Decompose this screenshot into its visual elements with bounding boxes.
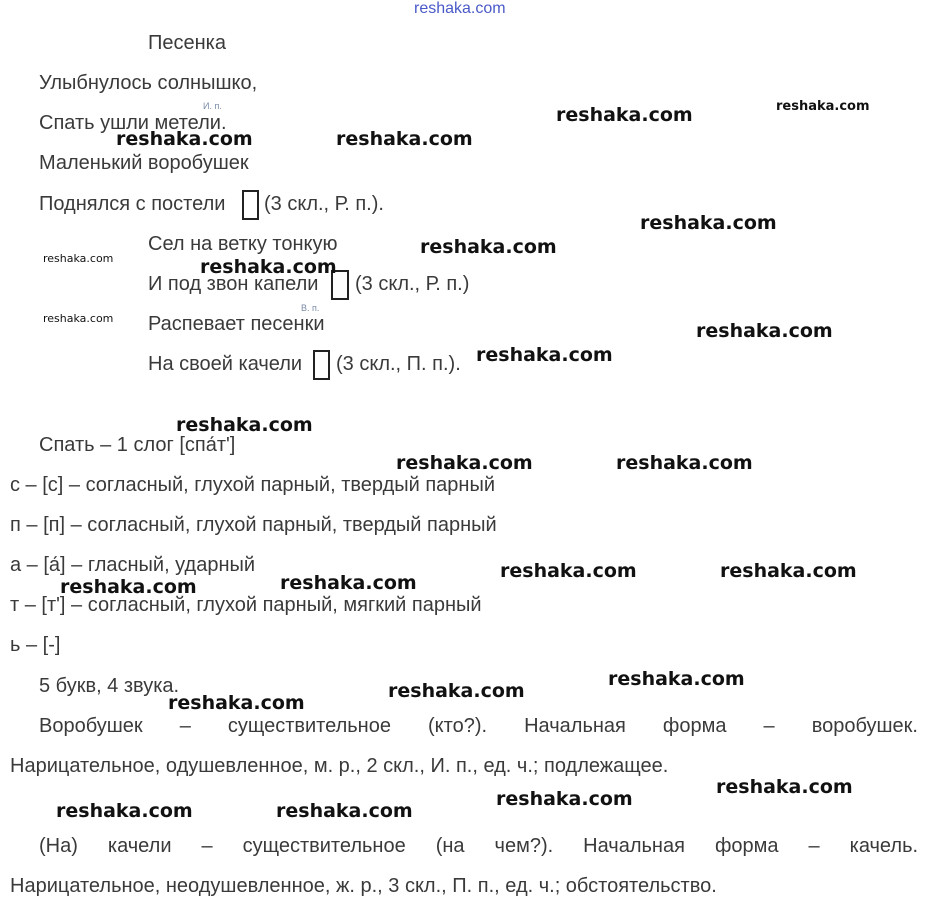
poem-line: Спать ушли метели. bbox=[39, 112, 227, 134]
letter-line: т – [т'] – согласный, глухой парный, мягкий парный bbox=[10, 594, 482, 616]
watermark: reshaka.com bbox=[476, 344, 613, 366]
word: существительное bbox=[227, 715, 391, 737]
case-mark: В. п. bbox=[301, 303, 320, 313]
case-mark: И. п. bbox=[203, 101, 222, 111]
word: существительное bbox=[242, 835, 406, 857]
watermark: reshaka.com bbox=[500, 560, 637, 582]
word: (на bbox=[435, 835, 465, 857]
word: форма bbox=[662, 715, 727, 737]
word: – bbox=[179, 715, 191, 737]
word: качели bbox=[107, 835, 172, 857]
word: Начальная bbox=[524, 715, 626, 737]
watermark: reshaka.com bbox=[43, 252, 114, 265]
watermark: reshaka.com bbox=[56, 800, 193, 822]
word: – bbox=[201, 835, 213, 857]
poem-title: Песенка bbox=[148, 32, 226, 54]
case-note: (3 скл., Р. п.) bbox=[355, 273, 470, 295]
watermark: reshaka.com bbox=[420, 236, 557, 258]
watermark: reshaka.com bbox=[776, 99, 870, 114]
watermark: reshaka.com bbox=[276, 800, 413, 822]
morph-paragraph-1-line-2: Нарицательное, одушевленное, м. р., 2 скл., И. п., ед. ч.; подлежащее. bbox=[10, 755, 669, 777]
watermark: reshaka.com bbox=[496, 788, 633, 810]
watermark: reshaka.com bbox=[720, 560, 857, 582]
letter-line: п – [п] – согласный, глухой парный, твердый парный bbox=[10, 514, 497, 536]
poem-line: И под звон капели bbox=[148, 273, 319, 295]
watermark: reshaka.com bbox=[168, 692, 305, 714]
word: – bbox=[763, 715, 775, 737]
case-note: (3 скл., Р. п.). bbox=[264, 193, 384, 215]
word: (На) bbox=[39, 835, 78, 857]
word: (кто?). bbox=[428, 715, 488, 737]
letter-line: ь – [-] bbox=[10, 634, 61, 656]
morph-paragraph-2-line-1 bbox=[39, 834, 918, 858]
poem-line: Сел на ветку тонкую bbox=[148, 233, 338, 255]
watermark: reshaka.com bbox=[200, 256, 337, 278]
watermark: reshaka.com bbox=[280, 572, 417, 594]
word: чем?). bbox=[494, 835, 554, 857]
poem-line: Улыбнулось солнышко, bbox=[39, 72, 258, 94]
morph-paragraph-2-line-2: Нарицательное, неодушевленное, ж. р., 3 скл., П. п., ед. ч.; обстоятельство. bbox=[10, 875, 717, 897]
watermark: reshaka.com bbox=[43, 312, 114, 325]
letter-line: а – [а́] – гласный, ударный bbox=[10, 554, 256, 576]
watermark: reshaka.com bbox=[556, 104, 693, 126]
word: качель. bbox=[849, 835, 919, 857]
watermark: reshaka.com bbox=[616, 452, 753, 474]
poem-line: Поднялся с постели bbox=[39, 193, 226, 215]
watermark: reshaka.com bbox=[608, 668, 745, 690]
case-note: (3 скл., П. п.). bbox=[336, 353, 461, 375]
watermark: reshaka.com bbox=[696, 320, 833, 342]
poem-line: Распевает песенки bbox=[148, 313, 325, 335]
analysis-header: Спать – 1 слог [спа́т'] bbox=[39, 434, 236, 456]
analysis-summary: 5 букв, 4 звука. bbox=[39, 675, 180, 697]
watermark: reshaka.com bbox=[396, 452, 533, 474]
word: воробушек. bbox=[811, 715, 918, 737]
watermark-top: reshaka.com bbox=[414, 0, 506, 17]
word: – bbox=[808, 835, 820, 857]
watermark: reshaka.com bbox=[640, 212, 777, 234]
poem-line: На своей качели bbox=[148, 353, 303, 375]
letter-line: с – [с] – согласный, глухой парный, твердый парный bbox=[10, 474, 496, 496]
watermark: reshaka.com bbox=[176, 414, 313, 436]
watermark: reshaka.com bbox=[116, 128, 253, 150]
word: Начальная bbox=[583, 835, 685, 857]
ending-box bbox=[313, 350, 330, 380]
watermark: reshaka.com bbox=[60, 576, 197, 598]
watermark: reshaka.com bbox=[388, 680, 525, 702]
morph-paragraph-1-line-1 bbox=[39, 714, 918, 738]
word: форма bbox=[714, 835, 779, 857]
watermark: reshaka.com bbox=[336, 128, 473, 150]
word: Воробушек bbox=[39, 715, 143, 737]
poem-line: Маленький воробушек bbox=[39, 152, 249, 174]
watermark: reshaka.com bbox=[716, 776, 853, 798]
ending-box bbox=[242, 190, 259, 220]
